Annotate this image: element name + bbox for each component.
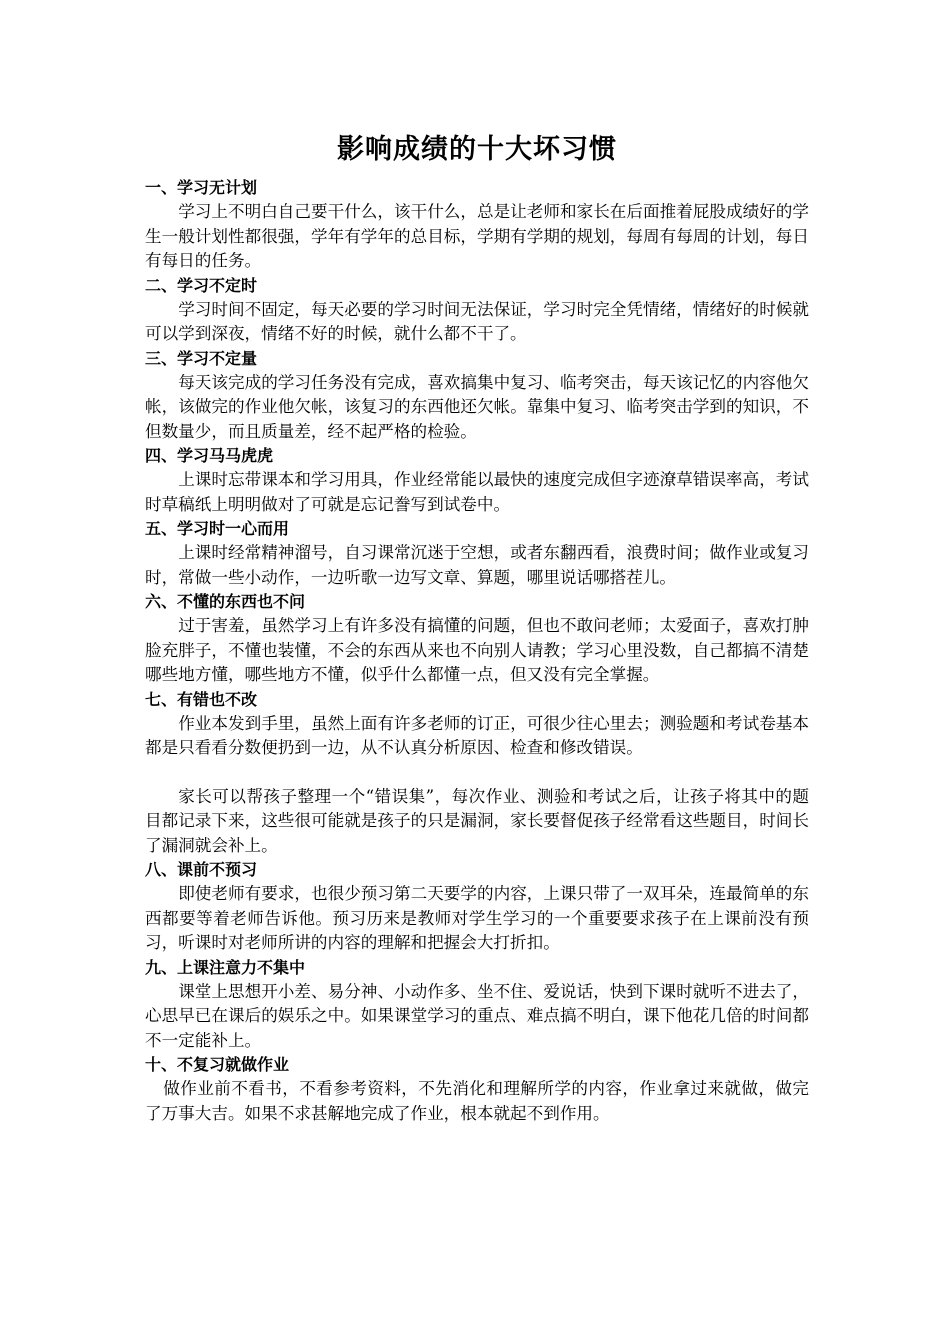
section-heading: 五、学习时一心而用 <box>145 519 290 538</box>
section-9 <box>145 956 809 1054</box>
section-heading: 七、有错也不改 <box>145 689 258 709</box>
section-heading: 四、学习马马虎虎 <box>145 446 274 465</box>
section-paragraph: 即使老师有要求，也很少预习第二天要学的内容，上课只带了一双耳朵，连最简单的东西都要等着老师告诉他。预习历来是教师对学生学习的一个重要要求孩子在上课前没有预习，听课时对老师所讲的内容的理解和把握会大打折扣。 <box>145 884 809 952</box>
section-heading: 九、上课注意力不集中 <box>145 957 306 977</box>
section-7 <box>145 688 809 859</box>
section-paragraph: 作业本发到手里，虽然上面有许多老师的订正，可很少往心里去；测验题和考试卷基本都是只看看分数便扔到一边，从不认真分析原因、检查和修改错误。 <box>145 713 809 757</box>
section-3 <box>145 347 809 445</box>
section-1 <box>145 176 809 274</box>
section-paragraph: 课堂上思想开小差、易分神、小动作多、坐不住、爱说话，快到下课时就听不进去了，心思早已在课后的娱乐之中。如果课堂学习的重点、难点搞不明白，课下他花几倍的时间都不一定能补上。 <box>145 981 809 1050</box>
paragraph-gap <box>145 761 809 785</box>
section-heading: 六、不懂的东西也不问 <box>145 592 306 611</box>
section-heading: 二、学习不定时 <box>145 275 258 295</box>
document-page <box>145 128 809 1126</box>
section-heading: 八、课前不预习 <box>145 860 258 879</box>
section-paragraph: 学习时间不固定，每天必要的学习时间无法保证，学习时完全凭情绪，情绪好的时候就可以学到深夜，情绪不好的时候，就什么都不干了。 <box>145 299 809 343</box>
section-heading: 一、学习无计划 <box>145 178 258 197</box>
section-8 <box>145 858 809 956</box>
section-5 <box>145 517 809 590</box>
section-6 <box>145 590 809 688</box>
section-paragraph: 家长可以帮孩子整理一个“错误集”，每次作业、测验和考试之后，让孩子将其中的题目都记录下来，这些很可能就是孩子的只是漏洞，家长要督促孩子经常看这些题目，时间长了漏洞就会补上。 <box>145 786 809 855</box>
section-paragraph: 上课时忘带课本和学习用具，作业经常能以最快的速度完成但字迹潦草错误率高，考试时草稿纸上明明做对了可就是忘记誊写到试卷中。 <box>145 470 809 514</box>
page-title: 影响成绩的十大坏习惯 <box>337 134 617 165</box>
section-paragraph: 学习上不明白自己要干什么，该干什么，总是让老师和家长在后面推着屁股成绩好的学生一般计划性都很强，学年有学年的总目标，学期有学期的规划，每周有每周的计划，每日有每日的任务。 <box>145 202 809 270</box>
section-4 <box>145 444 809 517</box>
section-paragraph: 每天该完成的学习任务没有完成，喜欢搞集中复习、临考突击，每天该记忆的内容他欠帐，该做完的作业他欠帐，该复习的东西他还欠帐。靠集中复习、临考突击学到的知识，不但数量少，而且质量差，经不起严格的检验。 <box>145 372 809 441</box>
section-10 <box>145 1053 809 1126</box>
section-paragraph: 上课时经常精神溜号，自习课常沉迷于空想，或者东翻西看，浪费时间；做作业或复习时，常做一些小动作，一边听歌一边写文章、算题，哪里说话哪搭茬儿。 <box>145 543 809 587</box>
section-heading: 十、不复习就做作业 <box>145 1055 290 1074</box>
section-2 <box>145 274 809 347</box>
section-heading: 三、学习不定量 <box>145 348 258 368</box>
section-paragraph: 过于害羞，虽然学习上有许多没有搞懂的问题，但也不敢问老师；太爱面子，喜欢打肿脸充胖子，不懂也装懂，不会的东西从来也不向别人请教；学习心里没数，自己都搞不清楚哪些地方懂，哪些地方不懂，似乎什么都懂一点，但又没有完全掌握。 <box>145 616 809 684</box>
section-paragraph: 做作业前不看书，不看参考资料，不先消化和理解所学的内容，作业拿过来就做，做完了万事大吉。如果不求甚解地完成了作业，根本就起不到作用。 <box>145 1079 809 1123</box>
